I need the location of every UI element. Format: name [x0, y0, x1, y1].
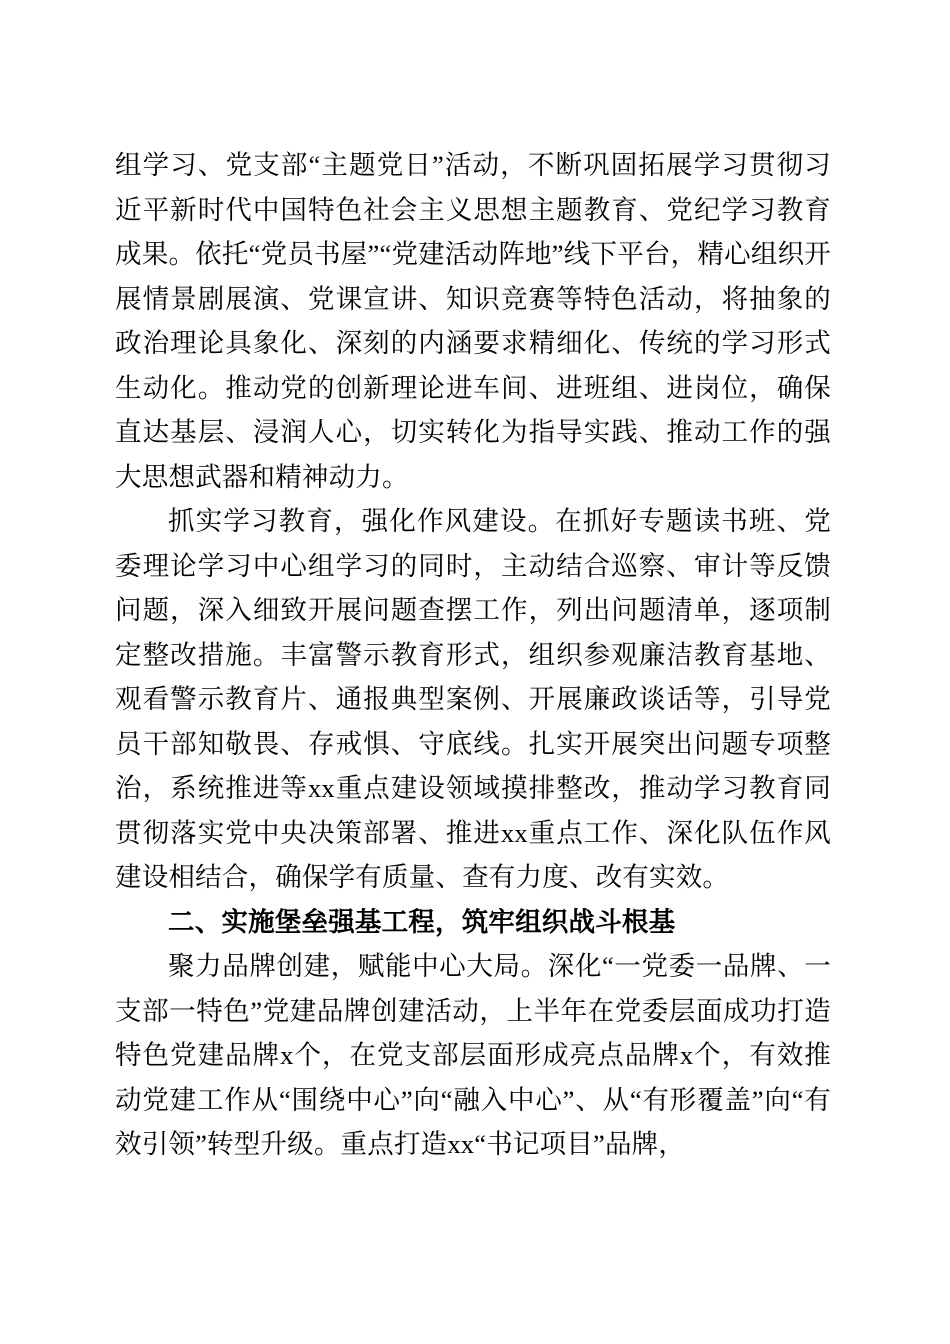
paragraph-brand-building: 聚力品牌创建，赋能中心大局。深化“一党委一品牌、一支部一特色”党建品牌创建活动，上半年在党委层面成功打造特色党建品牌x个，在党支部层面形成亮点品牌x个，有效推动党建工作从“围绕中心”向“融入中心”、从“有形覆盖”向“有效引领”转型升级。重点打造xx“书记项目”品牌， — [115, 951, 831, 1159]
paragraph-study-education-workstyle: 抓实学习教育，强化作风建设。在抓好专题读书班、党委理论学习中心组学习的同时，主动结合巡察、审计等反馈问题，深入细致开展问题查摆工作，列出问题清单，逐项制定整改措施。丰富警示教育形式，组织参观廉洁教育基地、观看警示教育片、通报典型案例、开展廉政谈话等，引导党员干部知敬畏、存戒惧、守底线。扎实开展突出问题专项整治，系统推进等xx重点建设领域摸排整改，推动学习教育同贯彻落实党中央决策部署、推进xx重点工作、深化队伍作风建设相结合，确保学有质量、查有力度、改有实效。 — [115, 506, 831, 892]
paragraph-theory-learning-continuation: 组学习、党支部“主题党日”活动，不断巩固拓展学习贯彻习近平新时代中国特色社会主义思想主题教育、党纪学习教育成果。依托“党员书屋”“党建活动阵地”线下平台，精心组织开展情景剧展演、党课宣讲、知识竞赛等特色活动，将抽象的政治理论具象化、深刻的内涵要求精细化、传统的学习形式生动化。推动党的创新理论进车间、进班组、进岗位，确保直达基层、浸润人心，切实转化为指导实践、推动工作的强大思想武器和精神动力。 — [115, 150, 831, 492]
section-heading-2: 二、实施堡垒强基工程，筑牢组织战斗根基 — [168, 906, 676, 937]
